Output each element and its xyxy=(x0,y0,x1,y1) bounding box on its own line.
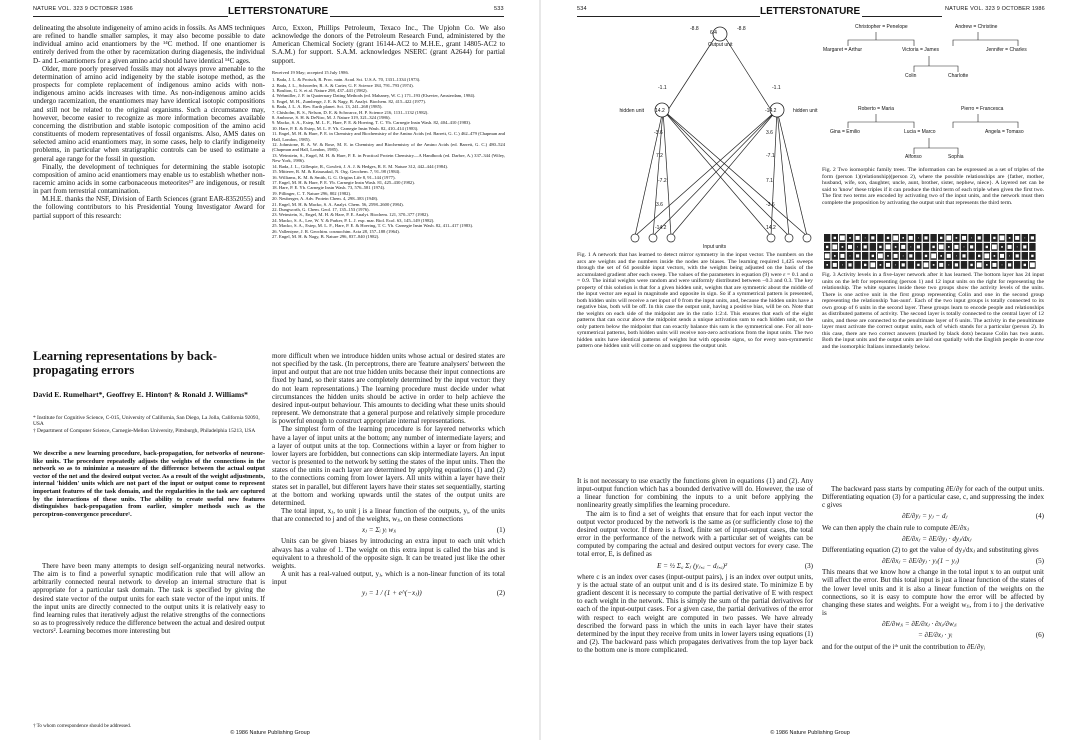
equation: yⱼ = 1 / (1 + e^(−xⱼ)) xyxy=(362,589,422,598)
activity-level xyxy=(947,254,951,258)
reference: 19. Pillinger, C. T. Nature 296, 802 (1982). xyxy=(272,190,352,196)
activity-level xyxy=(917,264,919,266)
equation-3 xyxy=(577,562,813,570)
equation-6b xyxy=(822,631,1044,639)
activity-level xyxy=(946,236,951,241)
activity-level xyxy=(1000,254,1004,258)
activity-level xyxy=(887,237,889,239)
tree-person: Jennifer = Charles xyxy=(986,47,1027,53)
activity-level xyxy=(887,255,889,257)
weight-label: -8.8 xyxy=(737,26,746,32)
activity-cell xyxy=(854,261,860,269)
activity-cell xyxy=(976,243,982,251)
journal-citation: NATURE VOL. 323 9 OCTOBER 1986 xyxy=(33,6,133,12)
right-page-header xyxy=(540,6,1080,20)
hidden-unit-label: hidden unit xyxy=(793,108,818,114)
activity-level xyxy=(924,236,927,239)
page-number: 533 xyxy=(494,6,504,12)
reference: 16. Williams, K. M. & Smith, G. G. Origins Life 8, 91–144 (1977). xyxy=(272,174,396,180)
activity-level xyxy=(864,264,866,266)
activity-level xyxy=(910,247,911,248)
tree-person: Lucia = Marco xyxy=(904,129,936,135)
reference: 8. Ambrose, S. H. & DeNiro, M. J. Nature 319, 321–324 (1986). xyxy=(272,115,391,121)
reference: 13. Weinstein, S., Engel, M. H. & Hare, P. E. in Practical Protein Chemistry—A Handbook (ed. Darbre, A.) 337–344 (Wiley, New York, 1986). xyxy=(272,152,505,164)
reference: 21. Engel, M. H. & Macko, S. A. Analyt. Chem. 56, 2598–2600 (1984). xyxy=(272,201,404,207)
reference: 23. Weinstein, S., Engel, M. H. & Hare, P. E. Analyt. Biochem. 121, 370–377 (1982). xyxy=(272,212,429,218)
paragraph: delineating the absolute indigeneity of amino acids in fossils. As AMS techniques are refined to handle smaller samples, it may also become possible to date individual amino acid enantiomers by the ¹⁴C method. If one enantiomer is entirely derived from the other by racemization during diagenesis, the individual D- and L-enantiomers for a given amino acid should have identical ¹⁴C ages. xyxy=(33,24,265,65)
activity-level xyxy=(871,236,874,239)
affiliations xyxy=(33,415,263,434)
activity-level xyxy=(849,237,851,239)
tree-person: Andrew = Christine xyxy=(955,24,998,30)
reference: 5. Engel, M. H., Zumberge, J. E. & Nagy, B. Analyt. Biochem. 82, 415–422 (1977). xyxy=(272,98,426,104)
activity-level xyxy=(895,265,896,266)
equation-4 xyxy=(822,512,1044,520)
column-2-body xyxy=(822,485,1044,727)
header-rule-right xyxy=(862,16,942,17)
weight-label: 3.6 xyxy=(766,130,773,136)
activity-level xyxy=(931,254,936,259)
paragraph: more difficult when we introduce hidden units whose actual or desired states are not specified by the task. (In perceptrons, there are 'feature analysers' between the input and output that are not true hidden units because their input connections are fixed by hand, so their states are completely determined by the input vector: they do not learn representations.) The learning procedure must decide under what circumstances the hidden units should be active in order to help achieve the desired input-output behaviour. This amounts to deciding what these units should represent. We demonstrate that a general purpose and relatively simple procedure is powerful enough to construct appropriate internal representations. xyxy=(272,352,505,426)
tree-person: Alfonso xyxy=(905,154,922,160)
input-units-label: Input units xyxy=(703,244,727,250)
reference: 11. Engel, M. H. & Hare, P. E. in Chemistry and Biochemistry of the Amino Acids (ed. Barrett, G. C.) 462–479 (Chapman and Hall, London, 1985). xyxy=(272,131,505,142)
activity-level xyxy=(939,263,943,267)
activity-level xyxy=(880,264,882,266)
figure-1-caption: Fig. 1 A network that has learned to detect mirror symmetry in the input vector. The numbers on the arcs are weights and the numbers inside the nodes are biases. The learning required 1,425 sweeps through the set of 64 possible input vectors, with the weights being adjusted on the basis of the accumulated gradient after each sweep. The values of the parameters in equation (9) were ε = 0.1 and α = 0.9. The initial weights were random and were uniformly distributed between −0.3 and 0.3. The key property of this solution is that for a given hidden unit, weights that are symmetric about the middle of the input vector are equal in magnitude and opposite in sign. So if a symmetrical pattern is presented, both hidden units will receive a net input of 0 from the input units, and, because the hidden units have a negative bias, both will be off. In this case the output unit, having a positive bias, will be on. Note that the weights on each side of the midpoint are in the ratio 1:2:4. This ensures that each of the eight patterns that can occur above the midpoint sends a unique activation sum to each hidden unit, so the only pattern below the midpoint that can exactly balance this sum is the symmetrical one. For all non-symmetrical patterns, both hidden units will receive non-zero activations from the input units. The two hidden units have identical patterns of weights but with opposite signs, so for every non-symmetric pattern one hidden unit will come on and suppress the output unit. xyxy=(577,252,813,349)
reference: 17. Engel, M. H. & Hare, P. E. Yb. Carnegie Instn Wash. 81, 425–430 (1982). xyxy=(272,179,415,185)
activity-level xyxy=(833,263,837,267)
paragraph: The total input, xⱼ, to unit j is a linear function of the outputs, yᵢ, of the units that are connected to j and of the weights, wⱼᵢ, on these connections xyxy=(272,506,505,524)
activity-level xyxy=(993,237,995,239)
equation-number: (1) xyxy=(496,526,505,535)
figure-3-activity-grid xyxy=(822,232,1044,272)
activity-level xyxy=(956,237,958,239)
affiliation: † Department of Computer Science, Carnegie-Mellon University, Pittsburgh, Philadelphia 15213, USA xyxy=(33,427,256,434)
received-date: Received 19 May; accepted 15 July 1986. xyxy=(272,69,349,75)
paragraph: and for the output of the iᵗʰ unit the contribution to ∂E/∂yᵢ xyxy=(822,642,985,651)
reference: 25. Macko, S. A., Estep, M. L. F., Hare, P. E. & Hoering, T. C. Yb. Carnegie Instn Wash. 82, 411–417 (1983). xyxy=(272,223,474,229)
header-rule-left xyxy=(577,16,760,17)
activity-level xyxy=(903,256,904,257)
tree-person: Gina = Emilio xyxy=(830,129,860,135)
activity-cell xyxy=(923,243,929,251)
weight-label: -14.2 xyxy=(765,108,777,114)
activity-level xyxy=(1009,256,1010,257)
header-rule-left xyxy=(33,16,228,17)
activity-level xyxy=(825,254,830,259)
activity-level xyxy=(842,265,843,266)
activity-level xyxy=(940,255,942,257)
copyright: © 1986 Nature Publishing Group xyxy=(770,730,850,736)
activity-level xyxy=(939,245,944,250)
activity-cell xyxy=(877,234,883,242)
equation-number: (6) xyxy=(1035,631,1044,640)
paragraph: We can then apply the chain rule to compute ∂E/∂xⱼ xyxy=(822,523,969,532)
activity-level xyxy=(864,245,867,248)
activity-level xyxy=(834,237,836,239)
activity-level xyxy=(834,255,836,257)
activity-level xyxy=(977,263,982,268)
activity-level xyxy=(970,264,972,266)
equation-1 xyxy=(272,526,505,534)
equation-number: (2) xyxy=(496,589,505,598)
activity-level xyxy=(909,254,912,257)
activity-cell xyxy=(870,243,876,251)
weight-label: -7.1 xyxy=(766,153,775,159)
paragraph: A unit has a real-valued output, yⱼ, which is a non-linear function of its total input xyxy=(272,570,505,587)
activity-level xyxy=(1016,254,1019,257)
activity-level xyxy=(971,238,972,239)
activity-level xyxy=(1017,247,1018,248)
header-rule-right xyxy=(330,16,504,17)
activity-level xyxy=(940,237,942,239)
activity-level xyxy=(842,246,844,248)
reference: 1. Bada, J. L. & Protsch, R. Proc. natn. Acad. Sci. U.S.A. 70, 1331–1334 (1973). xyxy=(272,77,421,83)
reference: 18. Hare, P. E. Yb. Carnegie Instn Wash. 73, 576–581 (1974). xyxy=(272,185,386,191)
activity-level xyxy=(1031,255,1033,257)
page-number: 534 xyxy=(577,6,587,12)
tree-person: Sophia xyxy=(948,154,964,160)
activity-level xyxy=(970,245,973,248)
weight-label: 14.2 xyxy=(655,108,665,114)
reference: 4. Wehmiller, J. F. in Quaternary Dating Methods (ed. Mahaney, W. C.) 171–193 (Elsevier, Amsterdam, 1984). xyxy=(272,93,476,99)
output-unit-label: Output unit xyxy=(708,42,733,48)
paragraph: The backward pass starts by computing ∂E/∂y for each of the output units. Differentiating equation (3) for a particular case, c, and suppressing the index c gives xyxy=(822,485,1044,510)
activity-level xyxy=(840,236,845,241)
equation: ∂E/∂wⱼᵢ = ∂E/∂xⱼ · ∂xⱼ/∂wⱼᵢ xyxy=(882,620,957,629)
activity-level xyxy=(894,254,898,258)
references xyxy=(272,70,505,240)
activity-level xyxy=(964,247,965,248)
equation-number: (3) xyxy=(804,561,813,570)
equation: = ∂E/∂xⱼ · yᵢ xyxy=(918,631,953,640)
reference: 27. Engel, M. H. & Nagy, B. Nature 296, 837–840 (1982). xyxy=(272,233,380,239)
activity-level xyxy=(948,246,950,248)
activity-level xyxy=(1009,237,1011,239)
weight-label: -7.2 xyxy=(658,178,667,184)
activity-level xyxy=(902,263,905,266)
activity-level xyxy=(850,256,851,257)
activity-level xyxy=(994,255,996,257)
activity-level xyxy=(924,263,929,268)
equation-chain-rule xyxy=(822,535,1044,543)
activity-level xyxy=(956,256,957,257)
activity-level xyxy=(856,236,860,240)
activity-level xyxy=(886,245,891,250)
right-page xyxy=(540,0,1080,740)
activity-level xyxy=(832,245,837,250)
activity-cell xyxy=(824,234,830,242)
activity-level xyxy=(978,255,980,257)
activity-level xyxy=(1002,265,1003,266)
activity-level xyxy=(962,254,965,257)
affiliation: * Institute for Cognitive Science, C-015, University of California, San Diego, La Jolla, California 92093, USA xyxy=(33,415,260,428)
activity-level xyxy=(872,255,874,257)
activity-level xyxy=(933,264,935,266)
tree-person: Margaret = Arthur xyxy=(823,47,863,53)
activity-level xyxy=(1008,245,1012,249)
activity-level xyxy=(856,254,859,257)
paragraph: The aim is to find a set of weights that ensure that for each input vector the output vector produced by the network is the same as (or sufficiently close to) the desired output vector. If there is a fixed, finite set of input-output cases, the total error in the performance of the network with a particular set of weights can be computed by comparing the actual and desired output vectors for every case. The total error, E, is defined as xyxy=(577,509,813,559)
column-2-top xyxy=(272,24,505,342)
activity-level xyxy=(840,254,844,258)
activity-level xyxy=(1024,264,1026,266)
equation: ∂E/∂xⱼ = ∂E/∂yⱼ · dyⱼ/dxⱼ xyxy=(902,534,972,543)
tree-person: Angela = Tomaso xyxy=(985,129,1024,135)
activity-level xyxy=(826,264,828,266)
activity-cell xyxy=(1022,252,1028,260)
activity-level xyxy=(925,255,927,257)
copyright: © 1986 Nature Publishing Group xyxy=(230,730,310,736)
reference: 24. Macko, S. A., Lee, W. Y. & Parker, P. L. J. exp. mar. Biol. Ecol. 63, 145–149 (1982). xyxy=(272,217,435,223)
paragraph: Older, more poorly preserved fossils may not always prove amenable to the determination of amino acid indigeneity by the stable isotope method, as the prospects for complete replacement of indigenous amino acids with non-indigenous amino acids increases with time. As non-indigenous amino acids undergo racemization, the enantiomers may have identical isotopic compositions and still not be related to the original organisms. Such a circumstance may, however, become easier to recognize as more information becomes available concerning the distribution and stable isotopic composition of the amino acid constituents of modern representatives of fossil organisms. Also, AMS dates on selected amino acid enantiomers may, in some cases, help to clarify indigeneity problems, in particular when stratigraphic controls can be used to estimate a general age range for the fossil in question. xyxy=(33,64,265,163)
equation: ∂E/∂yⱼ = yⱼ − dⱼ xyxy=(902,512,948,521)
activity-level xyxy=(1024,238,1025,239)
equation-2 xyxy=(272,589,505,597)
activity-level xyxy=(878,254,883,259)
activity-level xyxy=(895,246,897,248)
activity-level xyxy=(886,263,890,267)
activity-level xyxy=(962,236,966,240)
paragraph: The simplest form of the learning procedure is for layered networks which have a layer of input units at the bottom; any number of intermediate layers; and a layer of output units at the top. Connections within a layer or from higher to lower layers are forbidden, but connections can skip intermediate layers. An input vector is presented to the network by setting the states of the input units. Then the states of the units in each layer are determined by applying equations (1) and (2) to the connections coming from lower layers. All units within a layer have their states set in parallel, but different layers have their states set sequentially, starting at the bottom and working upwards until the states of the output units are determined. xyxy=(272,425,505,507)
weight-label: 7.2 xyxy=(656,153,663,159)
reference: 10. Hare, P. E. & Estep, M. L. F. Yb. Carnegie Instn Wash. 82, 410–414 (1983). xyxy=(272,125,419,131)
weight-label: 14.2 xyxy=(766,225,776,231)
activity-level xyxy=(857,247,858,248)
activity-level xyxy=(901,245,905,249)
weight-label: -14.2 xyxy=(655,225,667,231)
hidden-unit-label: hidden unit xyxy=(619,108,644,114)
tree-person: Pierro = Francesca xyxy=(961,106,1004,112)
activity-level xyxy=(992,263,996,267)
article-authors: David E. Rumelhart*, Geoffrey E. Hinton† & Ronald J. Williams* xyxy=(33,390,248,399)
activity-level xyxy=(1001,246,1003,248)
article-title: Learning representations by back-propagating errors xyxy=(33,349,217,377)
activity-level xyxy=(1015,236,1019,240)
activity-level xyxy=(848,263,851,266)
reference: 22. Dungworth, G. Chem. Geol. 17, 135–153 (1976). xyxy=(272,206,370,212)
activity-level xyxy=(879,246,881,248)
tree-person: Roberto = Maria xyxy=(858,106,894,112)
activity-level xyxy=(978,236,981,239)
activity-level xyxy=(870,263,875,268)
equation: ∂E/∂xⱼ = ∂E/∂yⱼ · yⱼ(1 − yⱼ) xyxy=(882,557,959,566)
activity-level xyxy=(1000,236,1005,241)
footnote: † To whom correspondence should be addressed. xyxy=(33,724,132,729)
activity-cell xyxy=(984,234,990,242)
reference: 20. Neuberger, A. Adv. Protein Chem. 4, 298–383 (1948). xyxy=(272,196,379,202)
tree-person: Charlotte xyxy=(948,73,969,79)
activity-level xyxy=(917,245,920,248)
tree-person: Victoria = James xyxy=(902,47,940,53)
activity-level xyxy=(955,263,958,266)
equation-number: (4) xyxy=(1035,512,1044,521)
activity-level xyxy=(848,245,852,249)
activity-level xyxy=(948,265,949,266)
reference: 9. Macko, S. A., Estep, M. L. F., Hare, P. E. & Hoering, T. C. Yb. Carnegie Instn Wash. 82, 404–410 (1983). xyxy=(272,120,472,126)
weight-label: -8.8 xyxy=(690,26,699,32)
figure-2-caption: Fig. 2 Two isomorphic family trees. The information can be expressed as a set of triples of the form (person 1)(relationship)(person 2), where the possible relationships are {father, mother, husband, wife, son, daughter, uncle, aunt, brother, sister, nephew, niece}. A layered net can be said to 'know' these triples if it can produce the third term of each triple when given the first two. The first two terms are encoded by activating two of the input units, and the network must then complete the proposition by activating the output unit that represents the third term. xyxy=(822,167,1044,206)
paragraph: There have been many attempts to design self-organizing neural networks. The aim is to find a powerful synaptic modification rule that will allow an arbitrarily connected neural network to develop an internal structure that is appropriate for a particular task domain. The task is specified by giving the desired state vector of the output units for each state vector of the input units. If the input units are directly connected to the output units it is relatively easy to find learning rules that iteratively adjust the relative strengths of the connections so as to progressively reduce the difference between the actual and desired output vectors². Learning becomes more interesting but xyxy=(33,562,265,636)
activity-level xyxy=(992,245,997,250)
activity-level xyxy=(909,236,913,240)
column-1-body xyxy=(33,562,265,717)
reference: 12. Johnstone, R. A. W. & Rose, M. E. in Chemistry and Biochemistry of the Amino Acids (ed. Barrett, G. C.) 480–524 (Chapman and Hall, London, 1985). xyxy=(272,142,505,153)
activity-level xyxy=(986,246,988,248)
activity-cell xyxy=(1029,243,1035,251)
activity-cell xyxy=(908,261,914,269)
column-1-body xyxy=(577,477,813,727)
weight-label: -3.6 xyxy=(766,202,775,208)
paragraph: Differentiating equation (2) to get the value of dyⱼ/dxⱼ and substituting gives xyxy=(822,545,1039,554)
input-units xyxy=(631,234,811,242)
output-bias: 6.4 xyxy=(710,30,717,36)
column-2-body xyxy=(272,352,505,728)
figure-3-caption: Fig. 3 Activity levels in a five-layer network after it has learned. The bottom layer has 24 input units on the left for representing (person 1) and 12 input units on the right for representing the relationship. The white squares inside these two groups show the activity levels of the units. There is one active unit in the first group representing Colin and one in the second group representing the relationship 'has-aunt'. Each of the two input groups is totally connected to its own group of 6 units in the second layer. These groups learn to encode people and relationships as distributed patterns of activity. The second layer is totally connected to the central layer of 12 units, and these are connected to the penultimate layer of 6 units. The activity in the penultimate layer must activate the correct output units, each of which stands for a particular (person 2). In this case, there are two correct answers (marked by black dots) because Colin has two aunts. Both the input units and the output units are laid out spatially with the English people in one row and the isomorphic Italians immediately below. xyxy=(822,272,1044,350)
equation: xⱼ = Σᵢ yᵢ wⱼᵢ xyxy=(362,526,397,535)
tree-person: Christopher = Penelope xyxy=(855,24,908,30)
activity-level xyxy=(865,238,866,239)
tree-person: Colin xyxy=(905,73,917,79)
activity-level xyxy=(954,245,958,249)
reference: 14. Bada, J. L., Gillespie, R., Gowlett, J. A. J. & Hedges, R. E. M. Nature 312, 442–444 (1984). xyxy=(272,163,449,169)
column-1-top xyxy=(33,24,265,336)
weight-label: 7.1 xyxy=(766,178,773,184)
activity-level xyxy=(984,254,989,259)
activity-cell xyxy=(915,252,921,260)
section-title: LETTERSTONATURE xyxy=(760,6,861,17)
acknowledgements: M.H.E. thanks the NSF, Division of Earth Sciences (grant EAR-8352055) and the following contributors to his Presidential Young Investigator Award for partial support of this research: xyxy=(33,195,265,220)
activity-level xyxy=(918,238,919,239)
reference: 6. Bada, J. L. A. Rev. Earth planet. Sci. 13, 241–268 (1985). xyxy=(272,104,383,110)
reference: 7. Chisholm, B. S., Nelson, D. E. & Schwarcz, H. P. Science 216, 1131–1132 (1982). xyxy=(272,109,429,115)
activity-level xyxy=(902,237,904,239)
figure-2-family-trees xyxy=(818,22,1050,170)
reference: 15. Mitterer, R. M. & Kriausakul, N. Org. Geochem. 7, 91–98 (1984). xyxy=(272,169,401,175)
activity-level xyxy=(986,264,988,266)
paragraph: Arco, Exxon, Phillips Petroleum, Texaco Inc., The Upjohn Co. We also acknowledge the donors of the Petroleum Research Fund, administered by the American Chemical Society (grant 16144-AC2 to M.H.E., grant 14805-AC2 to S.A.M.) for support. S.A.M. acknowledges NSERC (grant A2644) for partial support. xyxy=(272,24,505,65)
paragraph: This means that we know how a change in the total input x to an output unit will affect the error. But this total input is just a linear function of the states of the lower level units and it is also a linear function of the weights on the connections, so it is easy to compute how the error will be affected by changing these states and weights. For a weight wⱼᵢ, from i to j the derivative is xyxy=(822,568,1044,618)
reference: 2. Bada, J. L., Schroeder, R. A. & Carter, G. F. Science 184, 791–793 (1974). xyxy=(272,82,414,88)
activity-cell xyxy=(961,261,967,269)
left-page-header xyxy=(0,6,540,20)
reference: 26. Vallentyne, J. R. Geochim. cosmochim. Acta 28, 157–188 (1964). xyxy=(272,228,400,234)
hidden-unit-bias: -1.1 xyxy=(772,85,781,91)
activity-level xyxy=(1031,236,1034,239)
weight-label: 3.6 xyxy=(656,202,663,208)
equation-5 xyxy=(822,557,1044,565)
paragraph: Units can be given biases by introducing an extra input to each unit which always has a value of 1. The weight on this extra input is called the bias and is equivalent to a threshold of the opposite sign. It can be treated just like the other weights. xyxy=(272,537,505,570)
section-title: LETTERSTONATURE xyxy=(228,6,329,17)
paragraph: It is not necessary to use exactly the functions given in equations (1) and (2). Any input-output function which has a bounded derivative will do. However, the use of a linear function for combining the inputs to a unit before applying the nonlinearity greatly simplifies the learning procedure. xyxy=(577,477,813,510)
equation-number: (5) xyxy=(1035,557,1044,566)
weight-label: -3.6 xyxy=(654,130,663,136)
activity-cell xyxy=(968,252,974,260)
activity-level xyxy=(893,236,898,241)
paragraph: Finally, the development of techniques for determining the stable isotopic composition of amino acid enantiomers may enable us to establish whether non-racemic amino acids in some carbonaceous meteorites¹⁷ are indigenous, or result in part from terrestrial contamination. xyxy=(33,162,265,196)
activity-cell xyxy=(1014,261,1020,269)
hidden-unit-bias: -1.1 xyxy=(658,85,667,91)
activity-level xyxy=(1030,263,1035,268)
activity-cell xyxy=(930,234,936,242)
activity-level xyxy=(1008,263,1011,266)
journal-citation: NATURE VOL. 323 9 OCTOBER 1986 xyxy=(945,6,1045,12)
reference: 3. Boulton, G. S. et al. Nature 298, 437–441 (1982). xyxy=(272,88,368,93)
activity-level xyxy=(932,246,934,248)
activity-level xyxy=(1023,245,1026,248)
activity-level xyxy=(826,246,828,248)
paragraph: where c is an index over cases (input-output pairs), j is an index over output units, y is the actual state of an output unit and d is its desired state. To minimize E by gradient descent it is necessary to compute the partial derivative of E with respect to each weight in the network. This is simply the sum of the partial derivatives for each of the input-output cases. For a given case, the partial derivatives of the error with respect to each weight are computed in two passes. We have already described the forward pass in which the units in each layer have their states determined by the input they receive from units in lower layers using equations (1) and (2). The backward pass which propagates derivatives from the top layer back to the bottom one is more complicated. xyxy=(577,572,813,655)
equation: E = ½ Σ꜀ Σⱼ (yⱼ,꜀ − dⱼ,꜀)² xyxy=(657,561,728,570)
equation-6a xyxy=(822,620,1044,628)
abstract: We describe a new learning procedure, back-propagation, for networks of neurone-like units. The procedure repeatedly adjusts the weights of the connections in the network so as to minimize a measure of the difference between the actual output vector of the net and the desired output vector. As a result of the weight adjustments, internal 'hidden' units which are not part of the input or output come to represent important features of the task domain, and the regularities in the task are captured by the interactions of these units. The ability to create useful new features distinguishes back-propagation from earlier, simpler methods such as the perceptron-convergence procedure¹. xyxy=(33,450,265,518)
activity-cell xyxy=(862,252,868,260)
